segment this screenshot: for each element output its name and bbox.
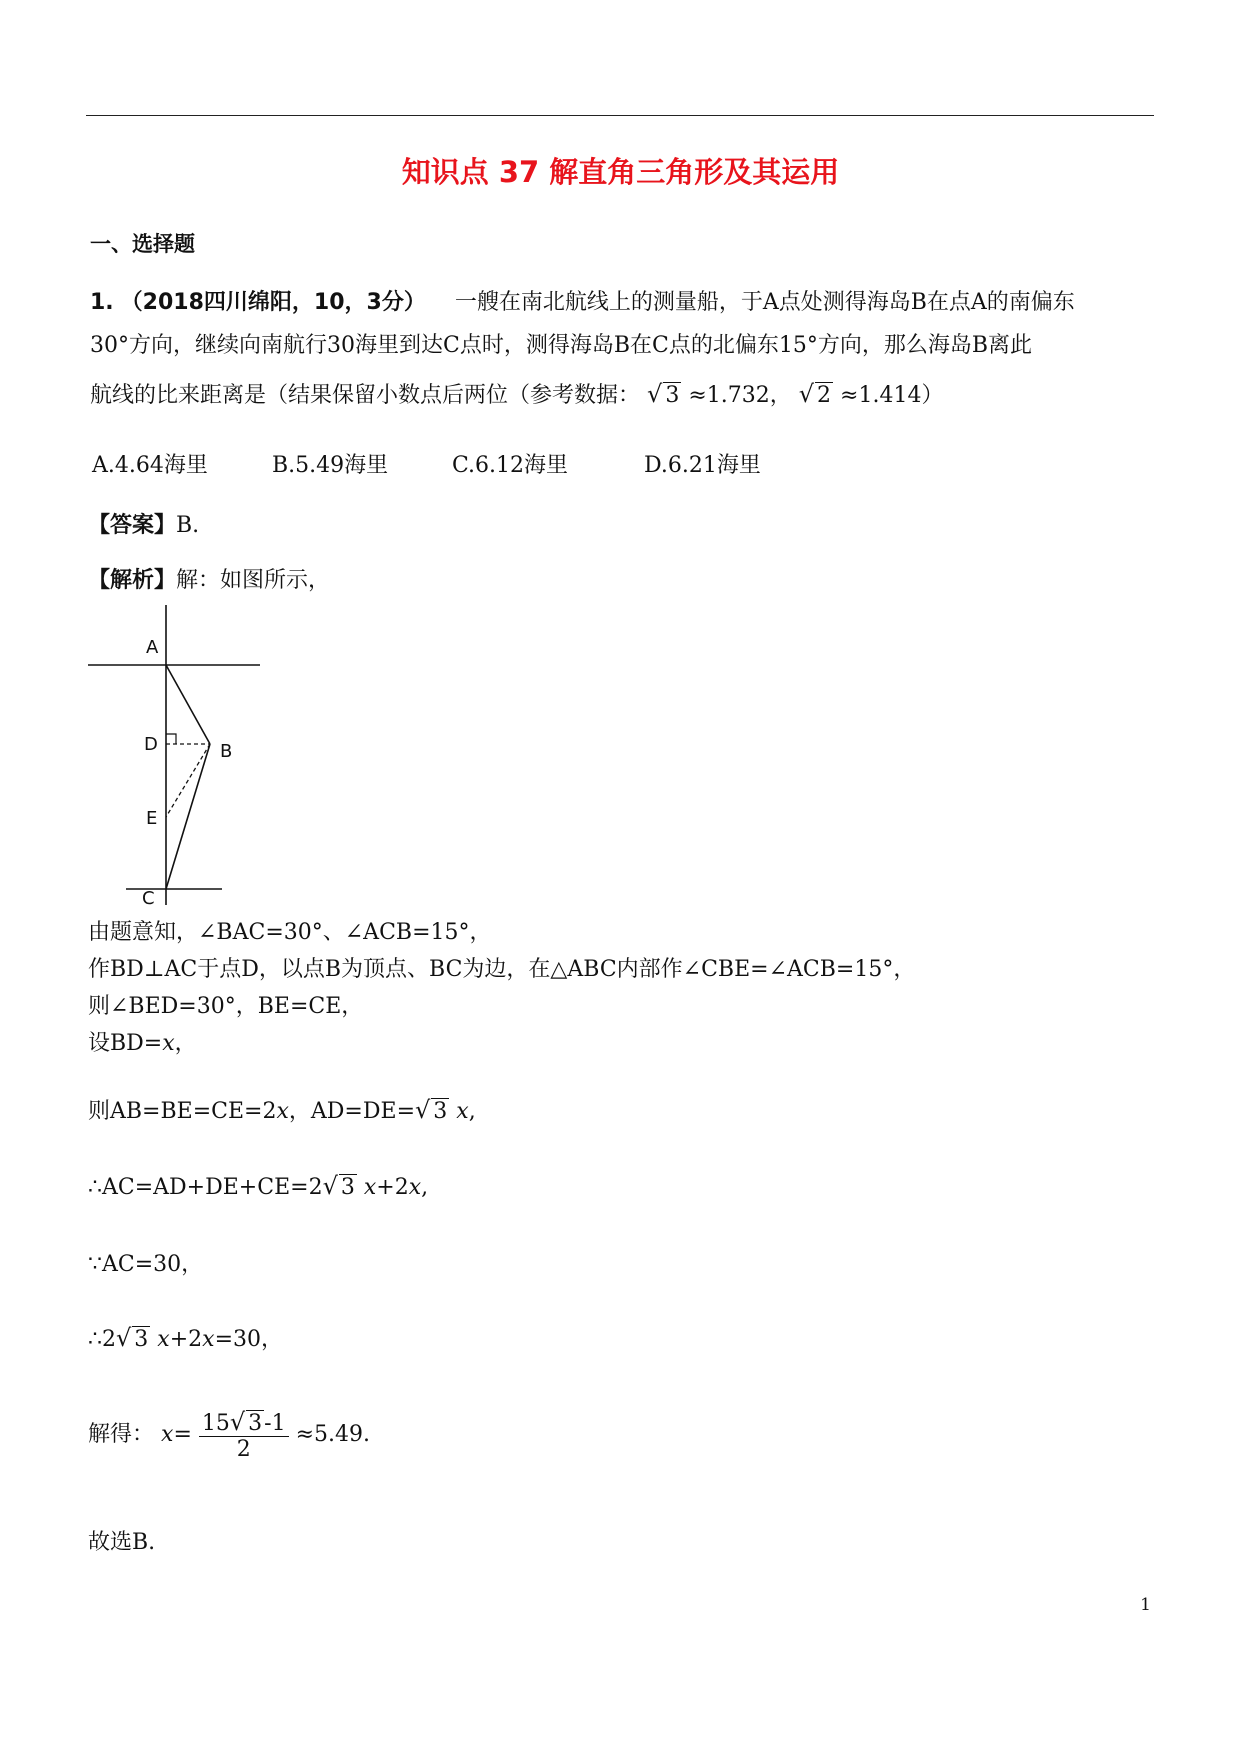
question-number: 1. — [90, 290, 114, 315]
page-title: 知识点 37 解直角三角形及其运用 — [401, 155, 840, 189]
solution-line-5: 则AB=BE=CE=2x，AD=DE=√ 3 x, — [88, 1096, 476, 1124]
solution-line-4-text: 设BD= — [88, 1031, 163, 1056]
segment-bc — [166, 744, 210, 889]
question-line-3 — [90, 378, 943, 409]
sqrt-symbol: √ — [116, 1324, 132, 1352]
geometry-diagram — [86, 605, 276, 905]
solution-line-10: 故选B. — [88, 1530, 156, 1555]
options-row — [92, 448, 761, 479]
option-c: C.6.12海里 — [452, 453, 569, 478]
var-x: x — [157, 1327, 170, 1352]
question-line-2: 30°方向，继续向南航行30海里到达C点时，测得海岛B在C点的北偏东15°方向，那么海岛B离此 — [90, 333, 1032, 358]
solution-line-9-text: 解得： — [88, 1422, 155, 1447]
solution-line-4-end: ， — [174, 1031, 197, 1056]
var-x: x — [161, 1422, 174, 1447]
var-x: x — [162, 1031, 175, 1056]
solution-line-5-mid: ，AD=DE= — [288, 1099, 415, 1124]
analysis-intro: 解：如图所示， — [176, 568, 331, 593]
segment-be — [166, 744, 210, 817]
question-text-1: 一艘在南北航线上的测量船，于A点处测得海岛B在点A的南偏东 — [454, 290, 1075, 315]
sqrt3-value: 3 — [248, 1411, 263, 1436]
label-b: B — [220, 741, 233, 762]
fraction-denominator: 2 — [236, 1437, 251, 1462]
analysis-tag: 【解析】 — [88, 568, 177, 593]
option-b: B.5.49海里 — [272, 453, 389, 478]
solution-line-1: 由题意知，∠BAC=30°、∠ACB=15°， — [88, 920, 492, 945]
question-source: （2018四川绵阳，10，3分） — [120, 290, 426, 315]
sqrt3-value: 3 — [340, 1175, 355, 1200]
var-x: x — [408, 1175, 422, 1200]
sqrt-symbol: √ — [229, 1408, 246, 1436]
segment-ab — [166, 665, 210, 744]
page-number: 1 — [1140, 1595, 1151, 1615]
sqrt2-value: 2 — [817, 383, 832, 408]
approx-3: ≈1.732， — [688, 383, 792, 408]
var-x: x — [276, 1099, 289, 1124]
option-d: D.6.21海里 — [644, 453, 761, 478]
section-heading: 一、选择题 — [90, 232, 195, 256]
sqrt-symbol: √ — [322, 1172, 338, 1200]
solution-line-8-end: =30， — [214, 1327, 284, 1352]
label-d: D — [144, 734, 158, 755]
option-a: A.4.64海里 — [92, 453, 208, 478]
label-a: A — [146, 637, 159, 658]
solution-line-6-text: ∴AC=AD+DE+CE=2 — [88, 1175, 323, 1200]
sqrt-symbol: √ — [798, 380, 815, 408]
solution-line-2: 作BD⊥AC于点D，以点B为顶点、BC为边，在△ABC内部作∠CBE=∠ACB=15°， — [88, 957, 916, 982]
solution-line-3: 则∠BED=30°，BE=CE， — [88, 994, 364, 1019]
answer-line — [88, 508, 199, 539]
var-x: x — [363, 1175, 377, 1200]
solution-line-8-text: ∴2 — [88, 1327, 116, 1352]
solution-line-4 — [88, 1026, 197, 1057]
solution-line-9: 解得： x= $\frac{15√ 3-1}{2}$ ≈5.49. — [88, 1408, 371, 1462]
solution-line-5-text: 则AB=BE=CE=2 — [88, 1099, 277, 1124]
question-text-3: 航线的比来距离是（结果保留小数点后两位（参考数据： — [90, 383, 641, 408]
sqrt-symbol: √ — [647, 380, 663, 408]
label-c: C — [142, 888, 155, 905]
fraction — [199, 1408, 289, 1462]
var-x: x — [202, 1327, 215, 1352]
header-rule — [86, 115, 1154, 116]
sqrt3-value: 3 — [665, 383, 680, 408]
solution-result: ≈5.49. — [295, 1422, 371, 1447]
solution-line-7: ∵AC=30， — [88, 1252, 204, 1277]
sqrt-symbol: √ — [415, 1096, 431, 1124]
sqrt3-value: 3 — [134, 1327, 149, 1352]
var-x: x — [456, 1099, 469, 1124]
label-e: E — [146, 808, 158, 829]
numerator-minus-1: -1 — [264, 1411, 286, 1436]
solution-line-6-plus: +2 — [376, 1175, 409, 1200]
solution-line-6: ∴AC=AD+DE+CE=2√ 3 x+2x, — [88, 1172, 429, 1200]
analysis-line — [88, 563, 330, 594]
approx-2: ≈1.414） — [840, 383, 944, 408]
fraction-numerator — [199, 1408, 289, 1437]
numerator-15: 15 — [201, 1411, 230, 1436]
sqrt3-value: 3 — [433, 1099, 448, 1124]
right-angle-mark — [166, 734, 176, 744]
answer-value: B. — [176, 513, 200, 538]
question-line-1 — [90, 285, 1075, 316]
solution-line-8: ∴2√ 3 x+2x=30， — [88, 1324, 284, 1352]
answer-tag: 【答案】 — [88, 513, 177, 538]
